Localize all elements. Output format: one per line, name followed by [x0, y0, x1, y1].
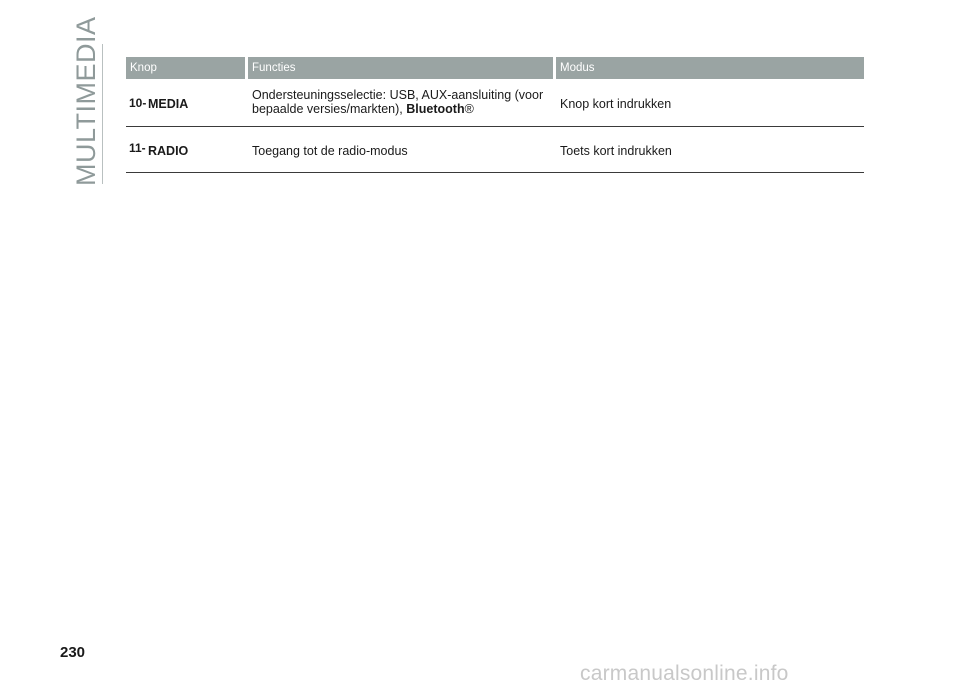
section-title-text: MULTIMEDIA — [71, 16, 101, 186]
registered-mark: ® — [464, 102, 474, 116]
function-cell — [248, 127, 556, 172]
section-divider — [102, 44, 103, 184]
button-cell — [126, 127, 248, 172]
section-title — [70, 16, 102, 190]
table-header — [126, 57, 864, 79]
row-number: 10- — [129, 96, 147, 110]
mode-text: Toets kort indrukken — [560, 144, 672, 158]
function-text-line2 — [252, 102, 556, 116]
function-cell — [248, 79, 556, 126]
header-knop: Knop — [126, 57, 245, 79]
button-name: RADIO — [148, 144, 189, 158]
watermark: carmanualsonline.info — [580, 662, 789, 685]
bluetooth-label: Bluetooth — [406, 102, 465, 116]
table-row — [126, 79, 864, 127]
button-cell — [126, 79, 248, 126]
mode-cell — [556, 79, 864, 126]
button-functions-table — [126, 57, 864, 173]
function-text-plain: bepaalde versies/markten), — [252, 102, 403, 116]
table-row — [126, 127, 864, 173]
page-number: 230 — [60, 644, 86, 661]
button-name: MEDIA — [148, 97, 189, 111]
function-text-line1: Ondersteuningsselectie: USB, AUX-aansluiting (voor — [252, 88, 544, 102]
mode-cell — [556, 127, 864, 172]
row-number: 11- — [129, 141, 146, 155]
header-modus: Modus — [556, 57, 864, 79]
header-functies: Functies — [248, 57, 553, 79]
function-text-line1: Toegang tot de radio-modus — [252, 144, 408, 158]
mode-text: Knop kort indrukken — [560, 97, 672, 111]
